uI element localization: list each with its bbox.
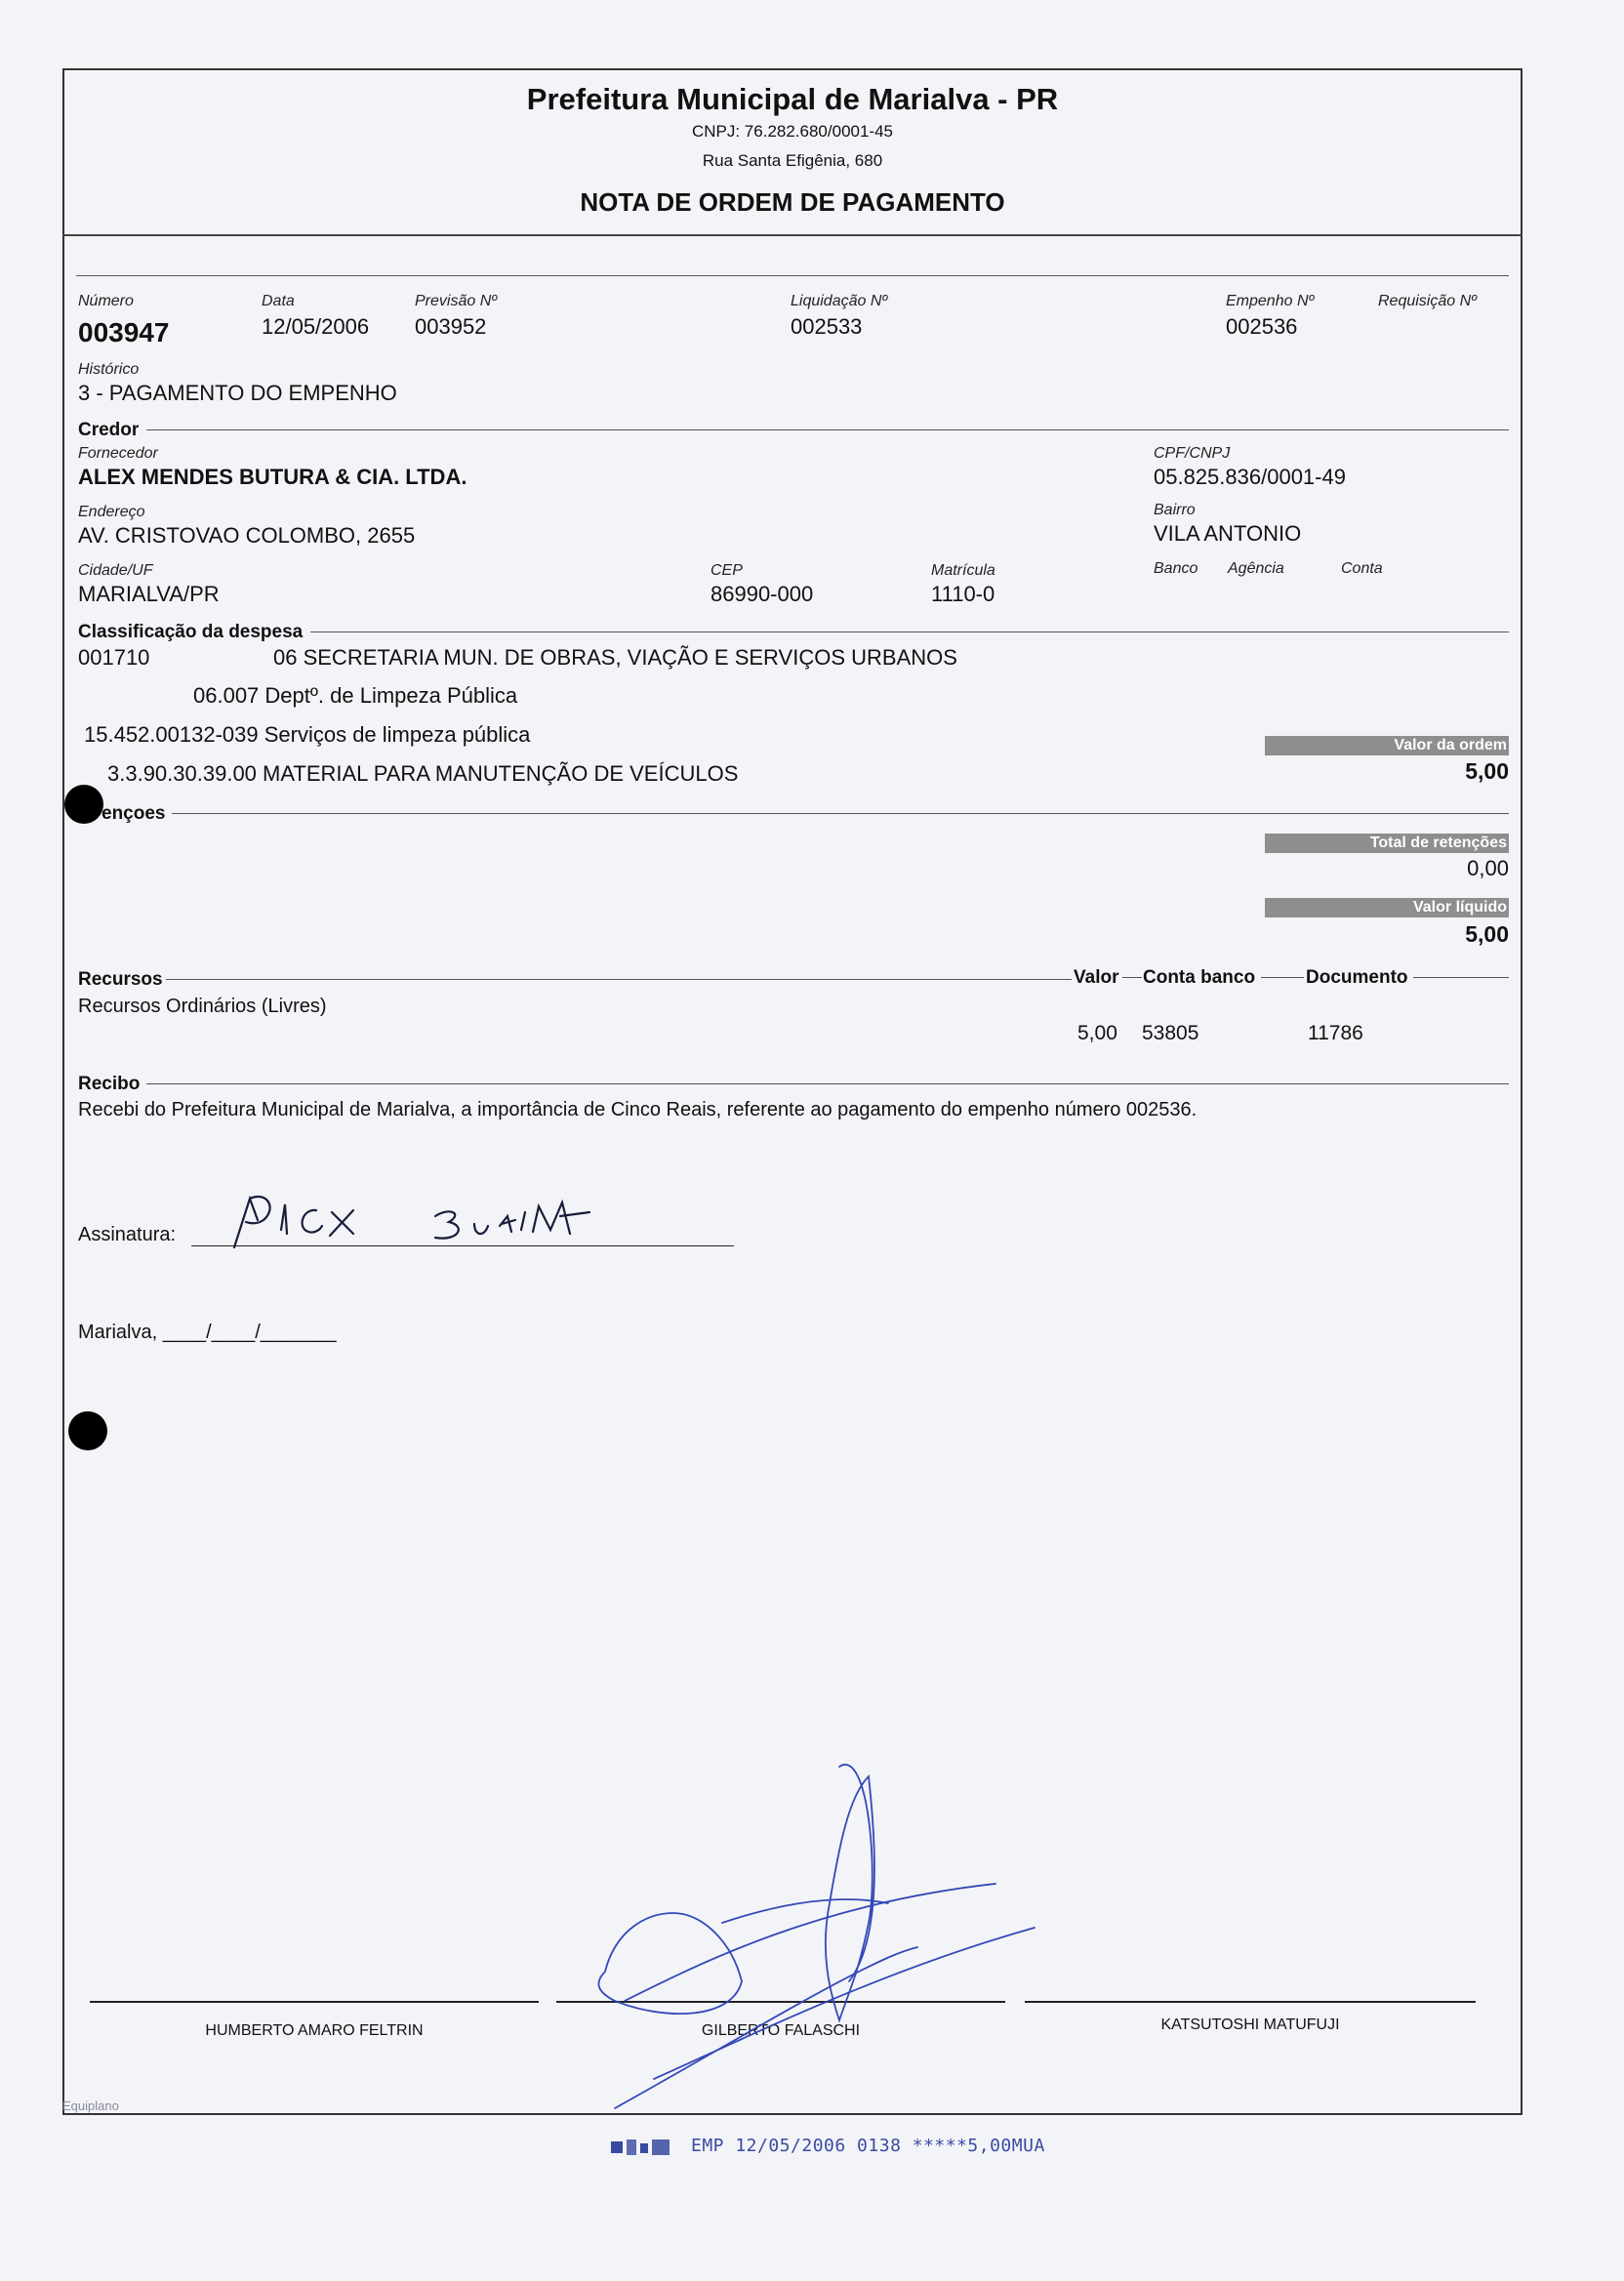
valor-liquido-value: 5,00 — [1465, 921, 1509, 947]
recursos-descricao: Recursos Ordinários (Livres) — [78, 996, 327, 1017]
retencoes-section: ençoes — [102, 803, 166, 824]
header-divider — [62, 234, 1522, 236]
classificacao-section: Classificação da despesa — [78, 622, 304, 642]
credor-section: Credor — [78, 420, 140, 440]
doc-title: NOTA DE ORDEM DE PAGAMENTO — [580, 187, 1005, 217]
cpf-value: 05.825.836/0001-49 — [1154, 465, 1346, 489]
recursos-valor: 5,00 — [1077, 1022, 1117, 1044]
recursos-conta: 53805 — [1142, 1022, 1199, 1044]
handwritten-signature — [228, 1191, 599, 1259]
matricula-value: 1110-0 — [931, 582, 995, 606]
data-label: Data — [262, 293, 295, 309]
valor-ordem-value: 5,00 — [1465, 758, 1509, 784]
historico-label: Histórico — [78, 361, 140, 378]
conta-label: Conta — [1341, 560, 1383, 577]
bairro-label: Bairro — [1154, 502, 1196, 518]
signatory-2: GILBERTO FALASCHI — [701, 2022, 861, 2039]
recursos-rule — [166, 979, 1072, 980]
classificacao-rule — [310, 631, 1509, 632]
previsao-label: Previsão Nº — [415, 293, 498, 309]
software-label: Equiplano — [62, 2098, 119, 2113]
classificacao-code: 001710 — [78, 645, 150, 670]
cidade-label: Cidade/UF — [78, 562, 153, 579]
signatory-1: HUMBERTO AMARO FELTRIN — [205, 2022, 424, 2039]
recibo-section: Recibo — [78, 1074, 141, 1094]
recursos-section: Recursos — [78, 969, 163, 990]
cidade-value: MARIALVA/PR — [78, 582, 220, 606]
stamp-logo-icon — [611, 2138, 671, 2157]
cpf-label: CPF/CNPJ — [1154, 445, 1231, 462]
total-retencoes-bar: Total de retenções — [1265, 834, 1509, 853]
credor-rule — [146, 429, 1509, 430]
pen-signature — [586, 1757, 1054, 2118]
recursos-documento-header: Documento — [1306, 967, 1408, 988]
matricula-label: Matrícula — [931, 562, 995, 579]
stamp-logo — [611, 2138, 671, 2157]
recursos-rule-3 — [1261, 977, 1304, 978]
fornecedor-value: ALEX MENDES BUTURA & CIA. LTDA. — [78, 465, 467, 489]
recursos-rule-2 — [1122, 977, 1142, 978]
bairro-value: VILA ANTONIO — [1154, 521, 1302, 546]
retencoes-rule — [172, 813, 1509, 814]
cep-label: CEP — [710, 562, 743, 579]
payment-stamp: EMP 12/05/2006 0138 *****5,00MUA — [691, 2136, 1045, 2156]
fornecedor-label: Fornecedor — [78, 445, 158, 462]
local-data: Marialva, ____/____/_______ — [78, 1322, 337, 1343]
valor-liquido-bar: Valor líquido — [1265, 898, 1509, 917]
recibo-rule — [146, 1083, 1509, 1084]
cnpj: CNPJ: 76.282.680/0001-45 — [691, 122, 894, 141]
empenho-label: Empenho Nº — [1226, 293, 1315, 309]
recursos-valor-header: Valor — [1074, 967, 1119, 988]
punch-hole-top — [64, 785, 103, 824]
fields-divider — [76, 275, 1509, 276]
signature-line-3 — [1025, 2001, 1476, 2003]
signature-line-1 — [90, 2001, 539, 2003]
liquidacao-value: 002533 — [791, 314, 863, 339]
numero-label: Número — [78, 293, 134, 309]
page-title: Prefeitura Municipal de Marialva - PR — [526, 82, 1059, 116]
liquidacao-label: Liquidação Nº — [791, 293, 888, 309]
empenho-value: 002536 — [1226, 314, 1298, 339]
historico-value: 3 - PAGAMENTO DO EMPENHO — [78, 381, 397, 405]
numero-value: 003947 — [78, 317, 170, 347]
valor-ordem-bar: Valor da ordem — [1265, 736, 1509, 755]
recibo-text: Recebi do Prefeitura Municipal de Marialva, a importância de Cinco Reais, referente ao pagamento do empenho número 002536. — [78, 1099, 1198, 1120]
endereco-value: AV. CRISTOVAO COLOMBO, 2655 — [78, 523, 416, 548]
punch-hole-bottom — [68, 1411, 107, 1450]
recursos-conta-header: Conta banco — [1143, 967, 1256, 988]
classificacao-line1: 06 SECRETARIA MUN. DE OBRAS, VIAÇÃO E SERVIÇOS URBANOS — [273, 645, 957, 670]
recursos-documento: 11786 — [1308, 1022, 1363, 1044]
signatory-3: KATSUTOSHI MATUFUJI — [1160, 2016, 1340, 2033]
data-value: 12/05/2006 — [262, 314, 370, 339]
address: Rua Santa Efigênia, 680 — [702, 151, 883, 170]
assinatura-label: Assinatura: — [78, 1224, 177, 1245]
endereco-label: Endereço — [78, 504, 145, 520]
classificacao-line3: 15.452.00132-039 Serviços de limpeza pública — [84, 722, 531, 747]
agencia-label: Agência — [1228, 560, 1284, 577]
banco-label: Banco — [1154, 560, 1198, 577]
previsao-value: 003952 — [415, 314, 487, 339]
classificacao-line4: 3.3.90.30.39.00 MATERIAL PARA MANUTENÇÃO DE VEÍCULOS — [107, 761, 739, 786]
recursos-rule-4 — [1413, 977, 1509, 978]
requisicao-label: Requisição Nº — [1378, 293, 1477, 309]
total-retencoes-value: 0,00 — [1467, 856, 1509, 880]
classificacao-line2: 06.007 Deptº. de Limpeza Pública — [193, 683, 518, 708]
cep-value: 86990-000 — [710, 582, 814, 606]
